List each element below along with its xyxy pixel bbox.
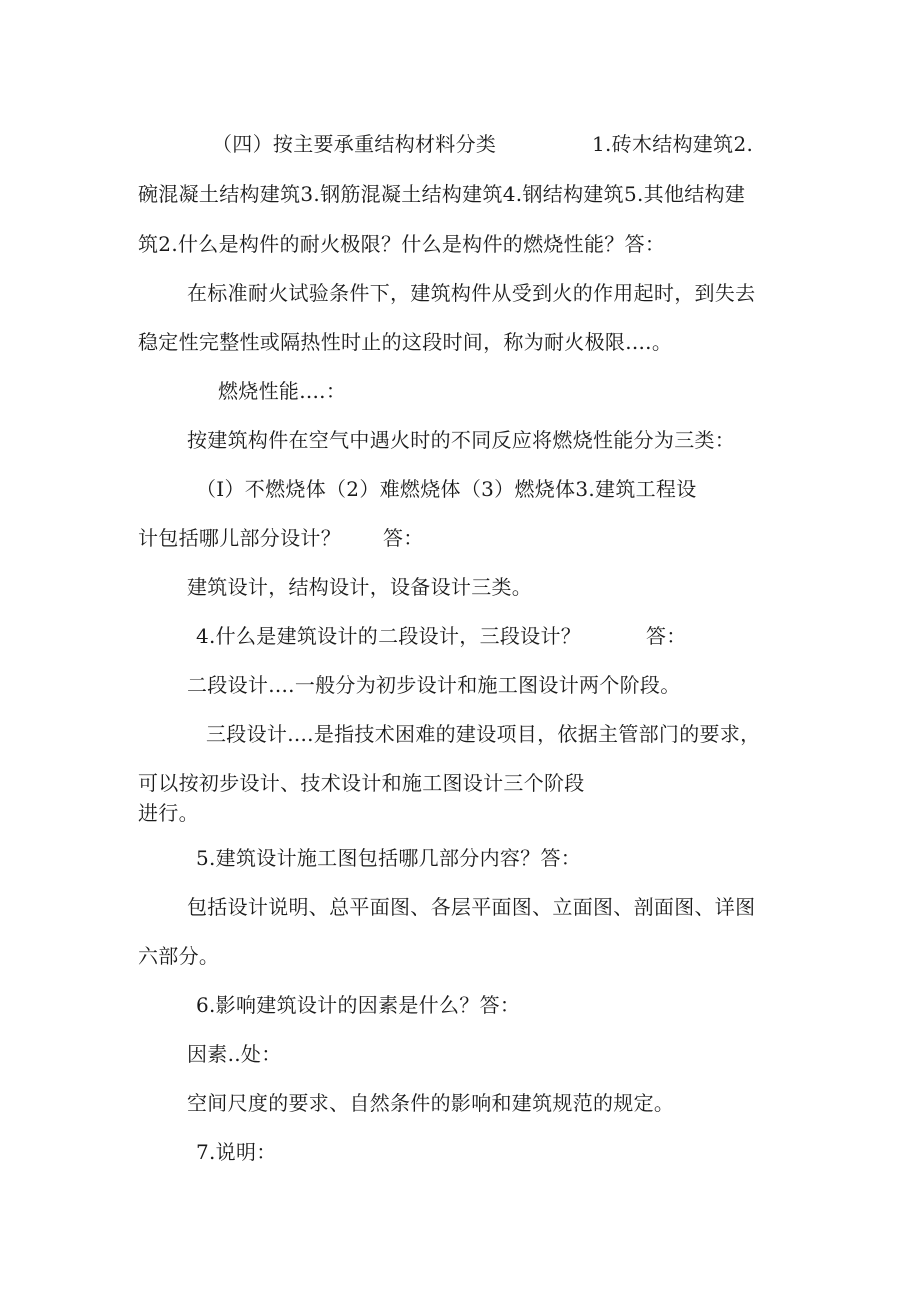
text-line-4: 在标准耐火试验条件下，建筑构件从受到火的作用起时，到失去	[187, 281, 756, 305]
text-line-15: 进行。	[138, 801, 199, 825]
text-line-9: 计包括哪儿部分设计？	[138, 526, 341, 550]
text-line-5: 稳定性完整性或隔热性时止的这段时间，称为耐火极限....。	[138, 330, 673, 354]
text-line-11: 4.什么是建筑设计的二段设计，三段设计？	[196, 624, 582, 648]
text-line-6: 燃烧性能....：	[218, 379, 347, 403]
text-line-1b: 1.砖木结构建筑2.	[592, 132, 754, 156]
text-line-8: （I）不燃烧体（2）难燃烧体（3）燃烧体3.建筑工程设	[196, 477, 697, 501]
text-line-1: （四）按主要承重结构材料分类	[212, 132, 497, 156]
text-line-11b: 答：	[646, 624, 687, 648]
text-line-7: 按建筑构件在空气中遇火时的不同反应将燃烧性能分为三类：	[187, 428, 736, 452]
text-line-12: 二段设计....一般分为初步设计和施工图设计两个阶段。	[187, 673, 681, 697]
text-line-13: 三段设计....是指技术困难的建设项目，依据主管部门的要求，	[206, 722, 761, 746]
text-line-10: 建筑设计，结构设计，设备设计三类。	[187, 575, 533, 599]
text-line-19: 6.影响建筑设计的因素是什么？答：	[196, 993, 521, 1017]
text-line-17: 包括设计说明、总平面图、各层平面图、立面图、剖面图、详图	[187, 895, 756, 919]
text-line-2: 碗混凝土结构建筑3.钢筋混凝土结构建筑4.钢结构建筑5.其他结构建	[138, 182, 746, 206]
text-line-3: 筑2.什么是构件的耐火极限？什么是构件的燃烧性能？答：	[138, 232, 666, 256]
text-line-9b: 答：	[383, 526, 424, 550]
text-line-21: 空间尺度的要求、自然条件的影响和建筑规范的规定。	[187, 1091, 675, 1115]
text-line-16: 5.建筑设计施工图包括哪几部分内容？答：	[196, 846, 582, 870]
text-line-20: 因素..处：	[187, 1042, 282, 1066]
text-line-18: 六部分。	[138, 944, 220, 968]
text-line-22: 7.说明：	[196, 1140, 277, 1164]
text-line-14: 可以按初步设计、技术设计和施工图设计三个阶段	[138, 771, 585, 795]
